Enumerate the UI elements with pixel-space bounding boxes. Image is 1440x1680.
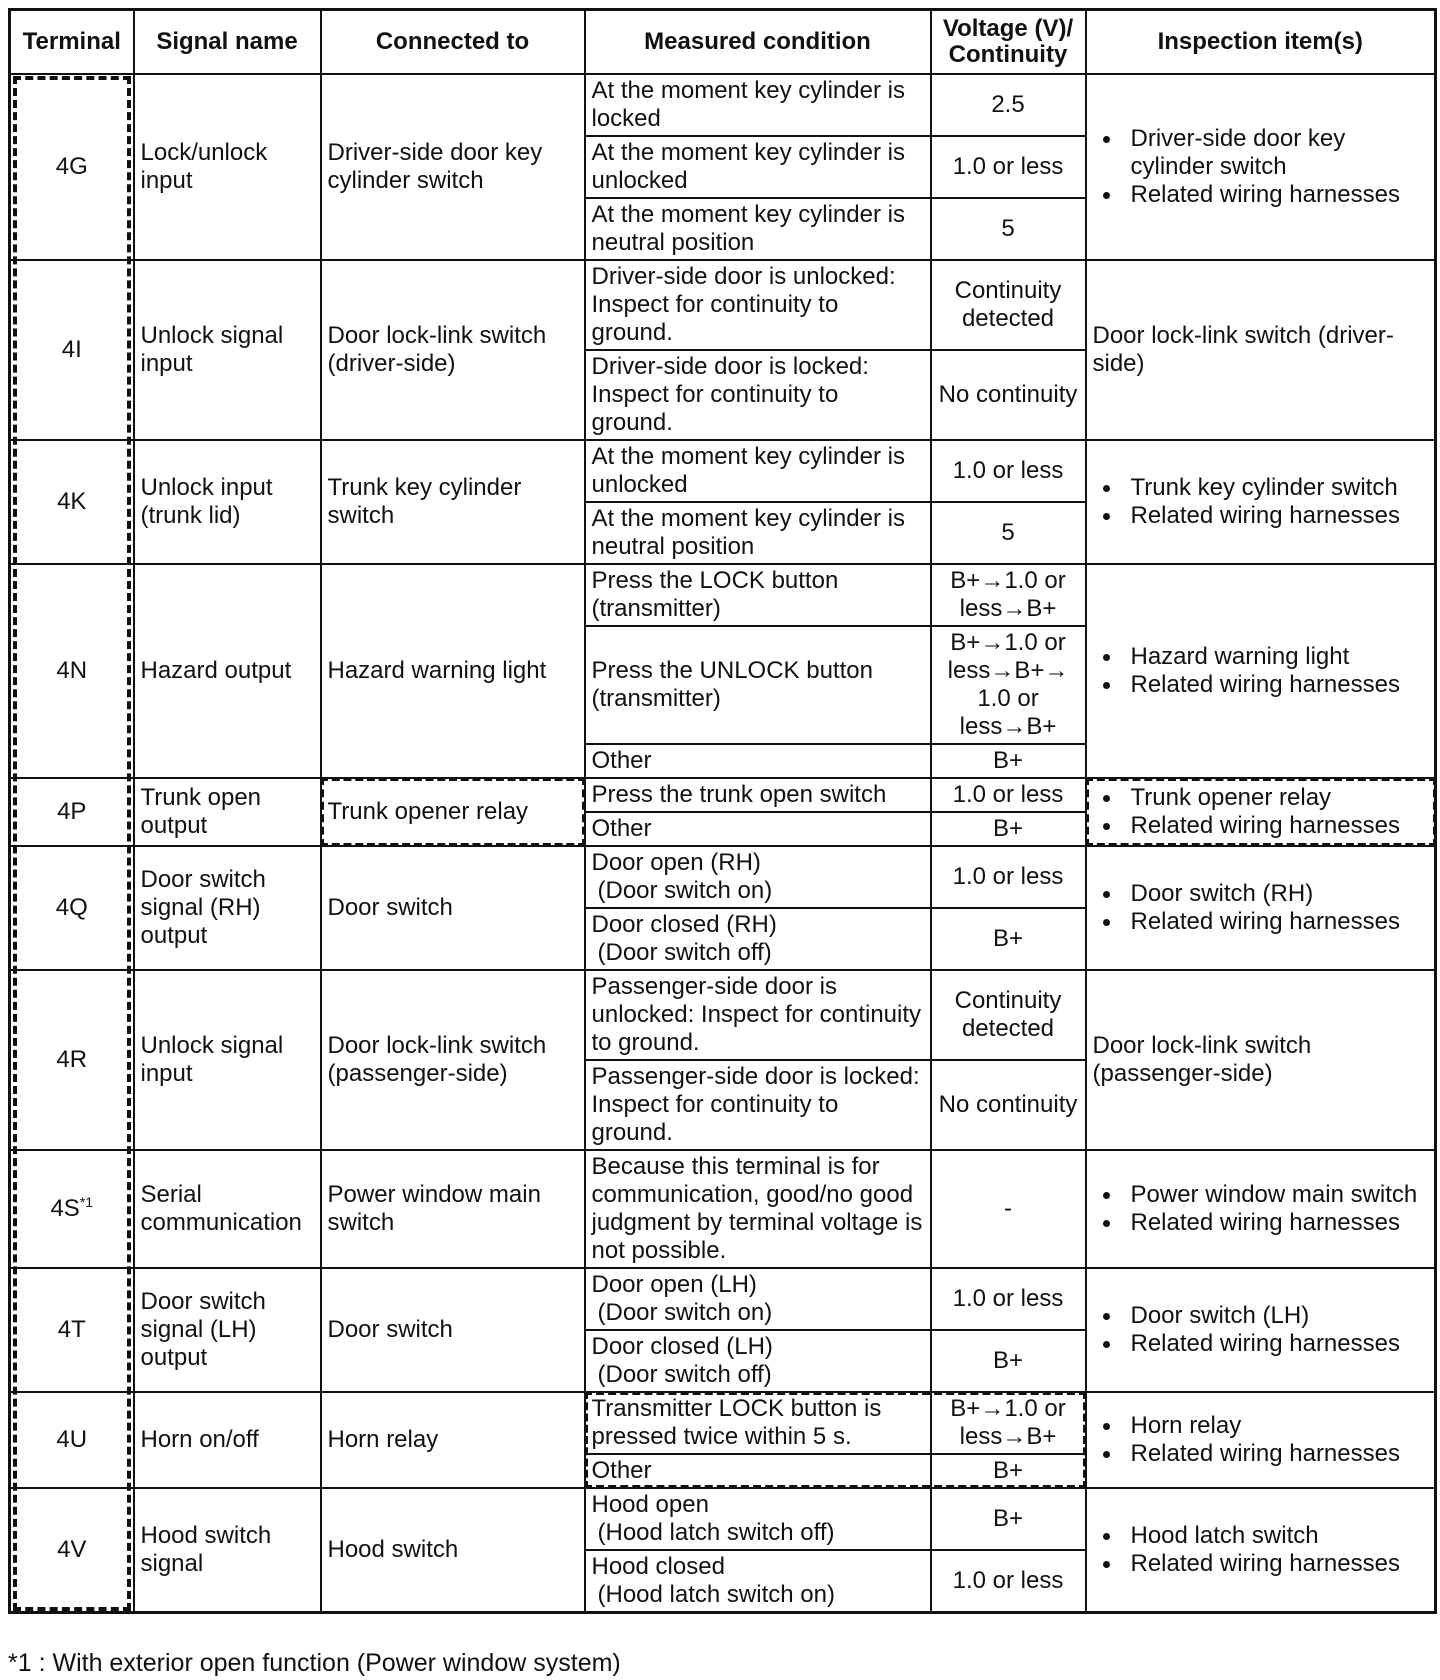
condition-text: Because this terminal is for communication, good/no good judgment by terminal voltage is not possible. bbox=[591, 1153, 923, 1264]
voltage-value-cell: 5 bbox=[931, 198, 1086, 260]
condition-text: Passenger-side door is unlocked: Inspect for continuity to ground. bbox=[591, 973, 922, 1056]
terminal-id: 4P bbox=[57, 798, 87, 825]
inspection-list bbox=[1093, 784, 1429, 840]
inspection-item: Horn relay bbox=[1093, 1412, 1429, 1440]
connected-to-cell: Trunk opener relay bbox=[321, 778, 585, 846]
terminal-id: 4R bbox=[56, 1046, 88, 1073]
condition-text: Door closed (LH) bbox=[591, 1333, 773, 1360]
voltage-value-cell: B+→1.0 or less→B+ bbox=[931, 1392, 1086, 1454]
inspection-item: Trunk opener relay bbox=[1093, 784, 1429, 812]
signal-name-cell: Unlock input (trunk lid) bbox=[134, 440, 321, 564]
header-terminal: Terminal bbox=[10, 10, 134, 75]
voltage-value-cell: No continuity bbox=[931, 350, 1086, 440]
terminal-cell bbox=[10, 778, 134, 846]
terminal-cell bbox=[10, 564, 134, 778]
header-connected-to: Connected to bbox=[321, 10, 585, 75]
inspection-items-cell bbox=[1086, 564, 1436, 778]
measured-condition-cell bbox=[585, 1150, 931, 1268]
voltage-value-cell: 1.0 or less bbox=[931, 136, 1086, 198]
condition-text: At the moment key cylinder is locked bbox=[591, 77, 905, 132]
connected-to-cell: Trunk key cylinder switch bbox=[321, 440, 585, 564]
table-row bbox=[10, 846, 1436, 908]
connected-to-cell: Door switch bbox=[321, 1268, 585, 1392]
measured-condition-cell bbox=[585, 1330, 931, 1392]
signal-name-cell: Unlock signal input bbox=[134, 260, 321, 440]
voltage-value-cell: B+ bbox=[931, 1330, 1086, 1392]
table-row bbox=[10, 440, 1436, 502]
signal-name-cell: Door switch signal (RH) output bbox=[134, 846, 321, 970]
inspection-text: Door lock-link switch (passenger-side) bbox=[1092, 1032, 1312, 1087]
inspection-items-cell bbox=[1086, 970, 1436, 1150]
table-row bbox=[10, 74, 1436, 136]
inspection-list bbox=[1093, 1412, 1429, 1468]
voltage-value-cell: Continuity detected bbox=[931, 260, 1086, 350]
condition-text: Hood closed bbox=[591, 1553, 725, 1580]
signal-name-cell: Horn on/off bbox=[134, 1392, 321, 1488]
voltage-value-cell: B+→1.0 or less→B+→ 1.0 or less→B+ bbox=[931, 626, 1086, 744]
signal-name-cell: Lock/unlock input bbox=[134, 74, 321, 260]
inspection-items-cell bbox=[1086, 1268, 1436, 1392]
measured-condition-cell bbox=[585, 440, 931, 502]
voltage-value-cell: 1.0 or less bbox=[931, 440, 1086, 502]
inspection-item: Hood latch switch bbox=[1093, 1522, 1429, 1550]
condition-text: Driver-side door is unlocked: Inspect for continuity to ground. bbox=[591, 263, 896, 346]
measured-condition-cell bbox=[585, 626, 931, 744]
voltage-value-cell: 5 bbox=[931, 502, 1086, 564]
header-voltage-continuity bbox=[931, 10, 1086, 75]
inspection-items-cell bbox=[1086, 1150, 1436, 1268]
terminal-id: 4I bbox=[61, 336, 82, 363]
connected-to-cell: Hazard warning light bbox=[321, 564, 585, 778]
table-row bbox=[10, 1268, 1436, 1330]
signal-name-cell: Serial communication bbox=[134, 1150, 321, 1268]
signal-name-cell: Hood switch signal bbox=[134, 1488, 321, 1613]
inspection-item: Driver-side door key cylinder switch bbox=[1093, 125, 1429, 181]
inspection-item: Power window main switch bbox=[1093, 1181, 1429, 1209]
condition-text: Press the UNLOCK button (transmitter) bbox=[591, 657, 873, 712]
condition-text: Other bbox=[591, 747, 652, 774]
inspection-items-cell bbox=[1086, 1392, 1436, 1488]
terminal-id: 4S bbox=[50, 1195, 80, 1222]
connected-to-cell: Power window main switch bbox=[321, 1150, 585, 1268]
measured-condition-cell bbox=[585, 812, 931, 846]
measured-condition-cell bbox=[585, 846, 931, 908]
terminal-cell bbox=[10, 1150, 134, 1268]
condition-detail: (Door switch on) bbox=[597, 877, 773, 904]
voltage-value-cell: 1.0 or less bbox=[931, 846, 1086, 908]
inspection-item: Related wiring harnesses bbox=[1093, 181, 1429, 209]
terminal-id: 4V bbox=[57, 1536, 87, 1563]
inspection-text: Door lock-link switch (driver-side) bbox=[1092, 322, 1394, 377]
inspection-item: Related wiring harnesses bbox=[1093, 671, 1429, 699]
inspection-item: Trunk key cylinder switch bbox=[1093, 474, 1429, 502]
connected-to-cell: Driver-side door key cylinder switch bbox=[321, 74, 585, 260]
inspection-items-cell bbox=[1086, 846, 1436, 970]
terminal-footnote-mark: *1 bbox=[79, 1194, 94, 1210]
inspection-list bbox=[1093, 1181, 1429, 1237]
measured-condition-cell bbox=[585, 350, 931, 440]
voltage-value-cell: B+ bbox=[931, 1454, 1086, 1488]
header-signal-name: Signal name bbox=[134, 10, 321, 75]
measured-condition-cell bbox=[585, 198, 931, 260]
condition-detail: (Door switch on) bbox=[597, 1299, 773, 1326]
header-row bbox=[10, 10, 1436, 75]
terminal-id: 4N bbox=[56, 657, 88, 684]
measured-condition-cell bbox=[585, 74, 931, 136]
condition-detail: (Hood latch switch off) bbox=[597, 1519, 835, 1546]
inspection-items-cell bbox=[1086, 1488, 1436, 1613]
inspection-item: Door switch (LH) bbox=[1093, 1302, 1429, 1330]
connected-to-cell: Horn relay bbox=[321, 1392, 585, 1488]
inspection-list bbox=[1093, 1302, 1429, 1358]
signal-name-cell: Hazard output bbox=[134, 564, 321, 778]
measured-condition-cell bbox=[585, 778, 931, 812]
terminal-cell bbox=[10, 1392, 134, 1488]
terminal-id: 4G bbox=[55, 153, 88, 180]
voltage-value-cell: 1.0 or less bbox=[931, 1268, 1086, 1330]
measured-condition-cell bbox=[585, 1550, 931, 1613]
condition-text: Driver-side door is locked: Inspect for continuity to ground. bbox=[591, 353, 869, 436]
measured-condition-cell bbox=[585, 744, 931, 778]
inspection-list bbox=[1093, 880, 1429, 936]
voltage-value-cell: No continuity bbox=[931, 1060, 1086, 1150]
voltage-value-cell: B+ bbox=[931, 1488, 1086, 1550]
connected-to-cell: Door lock-link switch (driver-side) bbox=[321, 260, 585, 440]
voltage-value-cell: - bbox=[931, 1150, 1086, 1268]
connected-to-cell: Hood switch bbox=[321, 1488, 585, 1613]
terminal-id: 4T bbox=[57, 1316, 86, 1343]
condition-text: Hood open bbox=[591, 1491, 709, 1518]
terminal-cell bbox=[10, 970, 134, 1150]
measured-condition-cell bbox=[585, 1060, 931, 1150]
header-measured-condition: Measured condition bbox=[585, 10, 931, 75]
condition-text: At the moment key cylinder is unlocked bbox=[591, 139, 905, 194]
inspection-items-cell bbox=[1086, 440, 1436, 564]
inspection-list bbox=[1093, 125, 1429, 209]
measured-condition-cell bbox=[585, 1268, 931, 1330]
terminal-id: 4K bbox=[57, 488, 87, 515]
condition-text: Transmitter LOCK button is pressed twice within 5 s. bbox=[591, 1395, 882, 1450]
condition-text: Press the LOCK button (transmitter) bbox=[591, 567, 839, 622]
terminal-cell bbox=[10, 74, 134, 260]
inspection-items-cell bbox=[1086, 260, 1436, 440]
measured-condition-cell bbox=[585, 1454, 931, 1488]
inspection-item: Related wiring harnesses bbox=[1093, 908, 1429, 936]
inspection-list bbox=[1093, 474, 1429, 530]
signal-name-cell: Unlock signal input bbox=[134, 970, 321, 1150]
inspection-item: Related wiring harnesses bbox=[1093, 812, 1429, 840]
voltage-value-cell: B+→1.0 or less→B+ bbox=[931, 564, 1086, 626]
terminal-cell bbox=[10, 846, 134, 970]
condition-text: At the moment key cylinder is neutral position bbox=[591, 201, 905, 256]
measured-condition-cell bbox=[585, 970, 931, 1060]
terminal-cell bbox=[10, 260, 134, 440]
terminal-cell bbox=[10, 1488, 134, 1613]
inspection-list bbox=[1093, 1522, 1429, 1578]
header-voltage-line1: Voltage (V)/ bbox=[942, 15, 1074, 42]
inspection-items-cell bbox=[1086, 74, 1436, 260]
inspection-item: Door switch (RH) bbox=[1093, 880, 1429, 908]
signal-name-cell: Door switch signal (LH) output bbox=[134, 1268, 321, 1392]
measured-condition-cell bbox=[585, 502, 931, 564]
inspection-item: Related wiring harnesses bbox=[1093, 1209, 1429, 1237]
voltage-value-cell: B+ bbox=[931, 812, 1086, 846]
table-body bbox=[10, 74, 1436, 1613]
condition-text: Other bbox=[591, 815, 652, 842]
table-row bbox=[10, 1392, 1436, 1454]
terminal-cell bbox=[10, 1268, 134, 1392]
inspection-item: Related wiring harnesses bbox=[1093, 1330, 1429, 1358]
table-row bbox=[10, 778, 1436, 812]
signal-name-cell: Trunk open output bbox=[134, 778, 321, 846]
inspection-items-cell bbox=[1086, 778, 1436, 846]
header-inspection-items: Inspection item(s) bbox=[1086, 10, 1436, 75]
condition-text: At the moment key cylinder is unlocked bbox=[591, 443, 905, 498]
inspection-list bbox=[1093, 643, 1429, 699]
footnote: *1 : With exterior open function (Power window system) bbox=[8, 1649, 621, 1677]
condition-text: Press the trunk open switch bbox=[591, 781, 887, 808]
condition-text: Passenger-side door is locked: Inspect for continuity to ground. bbox=[591, 1063, 920, 1146]
inspection-item: Hazard warning light bbox=[1093, 643, 1429, 671]
measured-condition-cell bbox=[585, 1488, 931, 1550]
voltage-value-cell: Continuity detected bbox=[931, 970, 1086, 1060]
header-voltage-line2: Continuity bbox=[948, 41, 1068, 68]
voltage-value-cell: 2.5 bbox=[931, 74, 1086, 136]
measured-condition-cell bbox=[585, 136, 931, 198]
measured-condition-cell bbox=[585, 260, 931, 350]
inspection-item: Related wiring harnesses bbox=[1093, 502, 1429, 530]
condition-text: Other bbox=[591, 1457, 652, 1484]
condition-detail: (Hood latch switch on) bbox=[597, 1581, 835, 1608]
table-row bbox=[10, 970, 1436, 1060]
inspection-item: Related wiring harnesses bbox=[1093, 1440, 1429, 1468]
inspection-item: Related wiring harnesses bbox=[1093, 1550, 1429, 1578]
table-row bbox=[10, 1488, 1436, 1550]
condition-text: Door open (RH) bbox=[591, 849, 761, 876]
condition-text: Door closed (RH) bbox=[591, 911, 777, 938]
condition-text: Door open (LH) bbox=[591, 1271, 757, 1298]
condition-detail: (Door switch off) bbox=[597, 1361, 772, 1388]
measured-condition-cell bbox=[585, 564, 931, 626]
condition-text: At the moment key cylinder is neutral position bbox=[591, 505, 905, 560]
condition-detail: (Door switch off) bbox=[597, 939, 772, 966]
connected-to-cell: Door lock-link switch (passenger-side) bbox=[321, 970, 585, 1150]
voltage-value-cell: B+ bbox=[931, 908, 1086, 970]
connected-to-cell: Door switch bbox=[321, 846, 585, 970]
measured-condition-cell bbox=[585, 1392, 931, 1454]
voltage-value-cell: 1.0 or less bbox=[931, 778, 1086, 812]
terminal-inspection-table bbox=[8, 8, 1437, 1614]
table-row bbox=[10, 564, 1436, 626]
terminal-cell bbox=[10, 440, 134, 564]
table-row bbox=[10, 1150, 1436, 1268]
voltage-value-cell: B+ bbox=[931, 744, 1086, 778]
terminal-id: 4Q bbox=[55, 894, 88, 921]
terminal-id: 4U bbox=[56, 1426, 88, 1453]
voltage-value-cell: 1.0 or less bbox=[931, 1550, 1086, 1613]
table-row bbox=[10, 260, 1436, 350]
measured-condition-cell bbox=[585, 908, 931, 970]
